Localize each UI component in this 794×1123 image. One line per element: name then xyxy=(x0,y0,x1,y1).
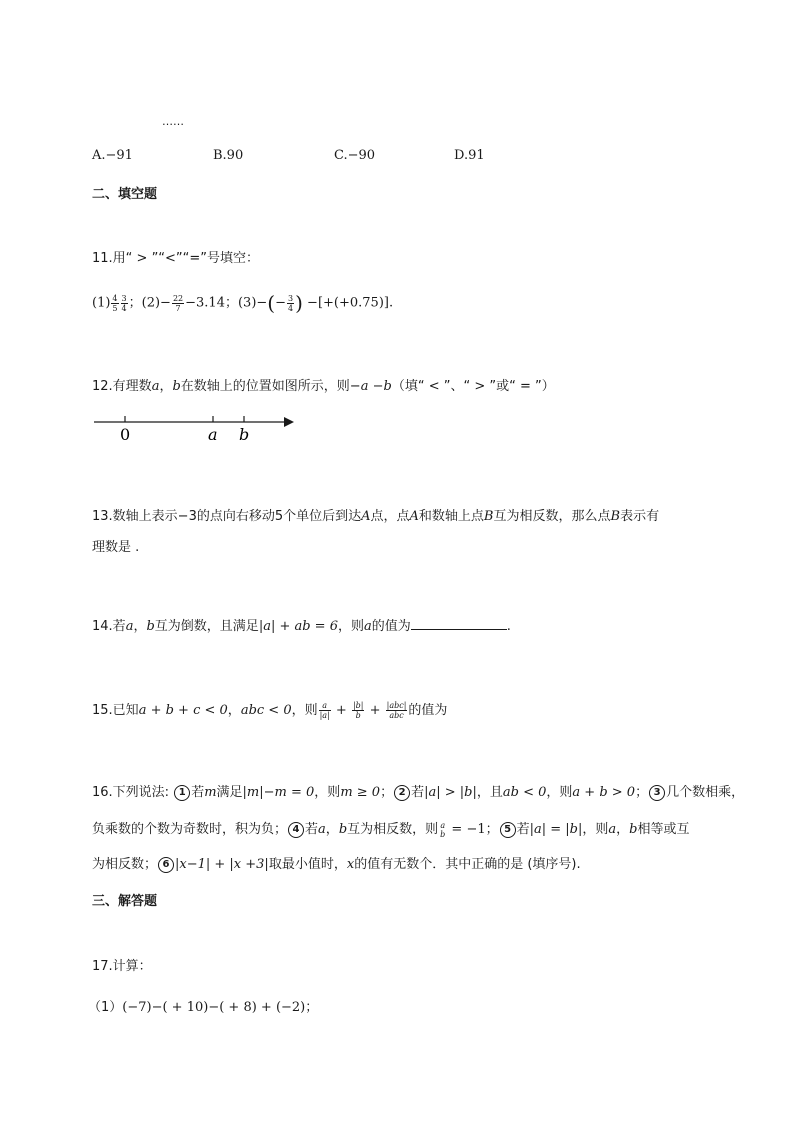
question-11-expressions: (1) $\frac{4}{5}$ $\frac{3}{4}$ ；(2)− $\frac{22}{7}$ −3.14；(3)−(− $\frac{3}{4}$ ) −[+(+0.75)]. xyxy=(92,291,394,315)
option-c-text: C.−90 xyxy=(334,148,376,163)
question-14: 14.若a，b互为倒数，且满足|a| + ab = 6，则a的值为 . xyxy=(92,615,511,637)
option-c xyxy=(334,148,375,163)
circled-number-6: 6 xyxy=(158,857,174,873)
question-17-part-1: （1）(−7)−( + 10)−( + 8) + (−2)； xyxy=(88,1000,319,1015)
option-a-text: A.−91 xyxy=(92,148,133,163)
option-b-text: B.90 xyxy=(213,148,244,163)
q15-frac-a-abs-a: $\frac{a}{|a|}$ xyxy=(319,701,330,720)
question-16-line-2: 负乘数的个数为奇数时，积为负； 4 若a，b互为相反数，则 a b = −1； 5 若|a| = |b|，则a，b相等或互 xyxy=(92,820,690,839)
circled-number-1: 1 xyxy=(174,785,190,801)
section-title-answer: 三、解答题 xyxy=(92,894,158,909)
option-b xyxy=(213,148,243,163)
circled-number-2: 2 xyxy=(394,785,410,801)
q14-equation: |a| + ab = 6 xyxy=(258,619,338,634)
q15-frac-abs-abc-abc: $\frac{\text{|abc|}}{\text{abc}}$ xyxy=(386,701,407,720)
question-12-prompt: 12.有理数a，b在数轴上的位置如图所示，则−a −b（填“ < ”、“ > ”或“ = ”） xyxy=(92,379,555,394)
ellipsis: …… xyxy=(162,115,184,128)
q15-frac-abs-b-b: $\frac{|b|}{b}$ xyxy=(352,701,364,720)
option-a xyxy=(92,148,133,163)
label-zero: 0 xyxy=(120,425,131,444)
q11-part2-label: (2)− xyxy=(141,295,171,311)
question-16-line-3: 为相反数； 6 |x−1| + |x +3|取最小值时，x的值有无数个．其中正确的是 (填序号). xyxy=(92,857,581,872)
q11-frac-3-4-neg: $\frac{3}{4}$ xyxy=(288,293,294,313)
q11-frac-22-7: $\frac{22}{7}$ xyxy=(172,293,184,313)
question-17-title: 17.计算： xyxy=(92,959,152,974)
section-title-fill-blank: 二、填空题 xyxy=(92,187,158,202)
label-a: a xyxy=(208,425,218,444)
circled-number-3: 3 xyxy=(649,785,665,801)
question-16-line-1: 16.下列说法: 1 若m满足|m|−m = 0，则m ≥ 0； 2 若|a| > |b|，且ab < 0，则a + b > 0； 3 几个数相乘， xyxy=(92,785,745,800)
question-13-line-2: 理数是 . xyxy=(92,540,140,555)
answer-blank xyxy=(411,615,507,630)
question-11-prompt: 11.用“ > ”“<”“=”号填空： xyxy=(92,251,260,266)
circled-number-4: 4 xyxy=(288,822,304,838)
label-b: b xyxy=(239,425,250,444)
question-15: 15.已知a + b + c < 0，abc < 0，则 $\frac{a}{|a|}$ + $\frac{|b|}{b}$ + $\frac{\text{|abc|}}{\text{abc}}$ 的值为 xyxy=(92,701,448,720)
option-d xyxy=(454,148,485,163)
q11-frac-3-4: $\frac{3}{4}$ xyxy=(121,293,127,313)
q16-frac-a-b: a b xyxy=(440,820,446,839)
option-d-text: D.91 xyxy=(454,148,485,163)
q11-frac-4-5: $\frac{4}{5}$ xyxy=(112,293,118,313)
number-line-figure xyxy=(92,410,302,446)
number-line-arrow-icon xyxy=(284,417,294,427)
circled-number-5: 5 xyxy=(500,822,516,838)
question-13-line-1: 13.数轴上表示−3的点向右移动5个单位后到达A点，点A和数轴上点B互为相反数，那么点B表示有 xyxy=(92,509,660,524)
q11-part1-label: (1) xyxy=(92,295,111,311)
q11-part3-label: (3)− xyxy=(237,295,268,311)
